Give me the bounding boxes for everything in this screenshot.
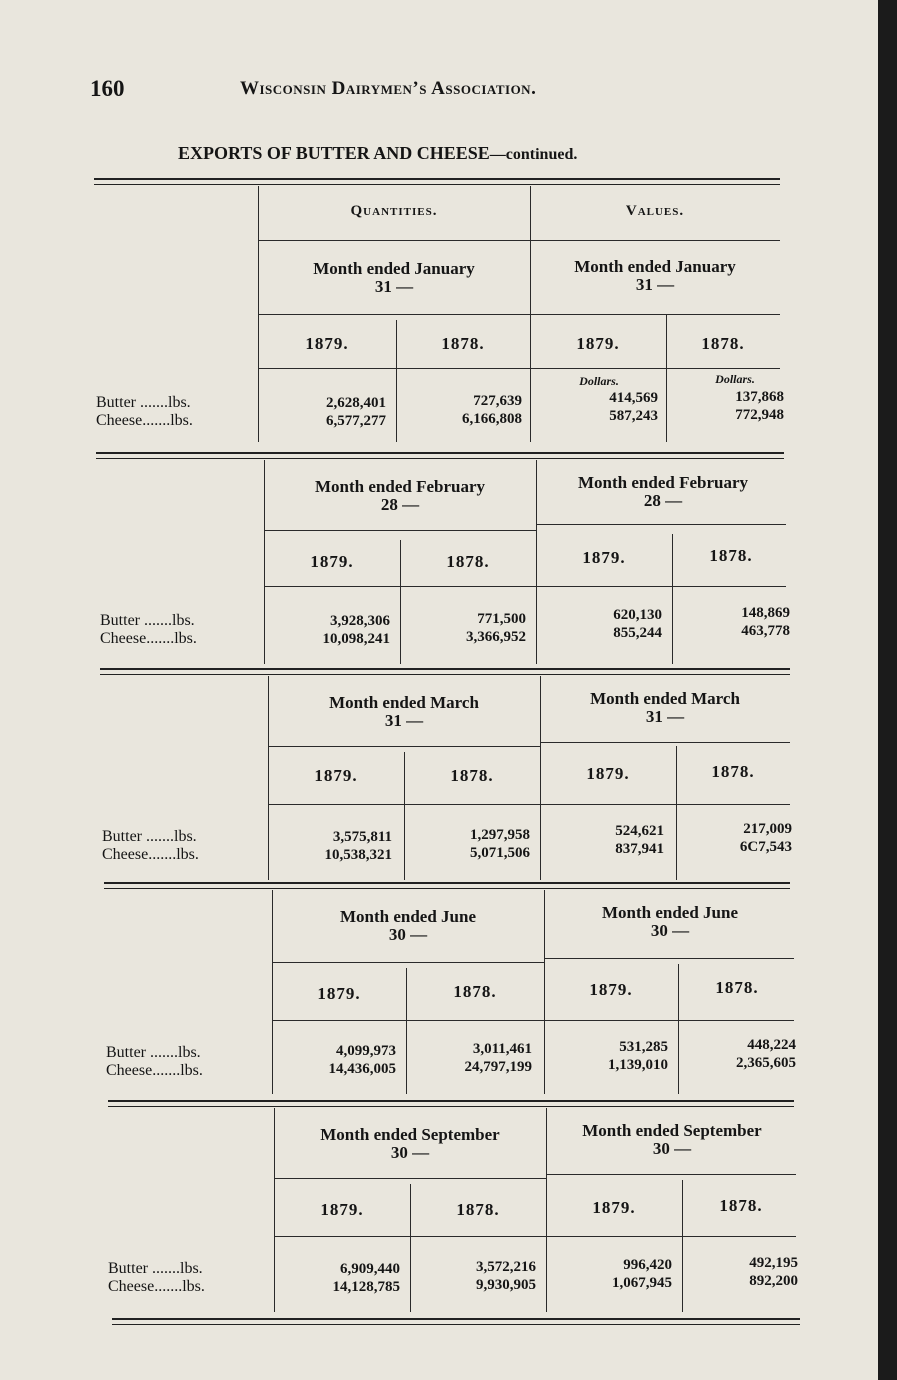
year-header: 1878.	[711, 762, 755, 781]
cell: 3,572,216	[476, 1259, 536, 1275]
section-rule	[96, 452, 784, 454]
year-header: 1879.	[317, 984, 361, 1003]
section-september	[108, 1108, 802, 1314]
cell: 14,436,005	[328, 1061, 396, 1077]
top-rule-thin	[94, 184, 780, 185]
cell: 148,869	[741, 605, 790, 621]
table-title	[178, 143, 577, 164]
cell: 855,244	[613, 625, 662, 641]
cell: 6,166,808	[462, 411, 522, 427]
row-label-butter: Butter .......lbs.	[96, 394, 191, 411]
row-label-butter: Butter .......lbs.	[100, 612, 195, 629]
year-header: 1878.	[450, 766, 494, 785]
page-edge-shadow	[878, 0, 897, 1380]
row-label-cheese: Cheese.......lbs.	[96, 412, 193, 429]
cell: 1,067,945	[612, 1275, 672, 1291]
section-rule-thin	[104, 888, 790, 889]
year-header: 1878.	[701, 334, 745, 353]
row-label-cheese: Cheese.......lbs.	[108, 1278, 205, 1295]
section-rule	[108, 1100, 794, 1102]
year-header: 1878.	[446, 552, 490, 571]
row-label-cheese: Cheese.......lbs.	[102, 846, 199, 863]
period-label-quantities: Month ended March 31 —	[329, 693, 479, 730]
title-main: EXPORTS OF BUTTER AND CHEESE	[178, 143, 490, 163]
period-label-quantities: Month ended January 31 —	[313, 259, 475, 296]
bottom-rule-thin	[112, 1324, 800, 1325]
cell: 14,128,785	[332, 1279, 400, 1295]
top-rule	[94, 178, 780, 180]
cell: 587,243	[609, 408, 658, 424]
section-june	[106, 890, 798, 1096]
year-header: 1879.	[589, 980, 633, 999]
year-header: 1879.	[310, 552, 354, 571]
year-header: 1878.	[441, 334, 485, 353]
values-header: Values.	[625, 203, 685, 219]
cell: 6C7,543	[739, 839, 792, 855]
period-label-values: Month ended June 30 —	[601, 903, 739, 940]
bottom-rule	[112, 1318, 800, 1320]
row-label-cheese: Cheese.......lbs.	[106, 1062, 203, 1079]
year-header: 1879.	[305, 334, 349, 353]
cell: 1,139,010	[608, 1057, 668, 1073]
period-label-values: Month ended February 28 —	[578, 473, 748, 510]
cell: 492,195	[749, 1255, 798, 1271]
cell: 4,099,973	[336, 1043, 396, 1059]
cell: 6,909,440	[340, 1261, 400, 1277]
section-march	[102, 676, 794, 882]
cell: 2,365,605	[736, 1055, 796, 1071]
section-february	[98, 460, 790, 666]
year-header: 1878.	[715, 978, 759, 997]
cell: 3,575,811	[332, 829, 392, 845]
cell: 2,628,401	[326, 395, 386, 411]
section-rule-thin	[100, 674, 790, 675]
quantities-header: Quantities.	[350, 203, 438, 219]
cell: 996,420	[623, 1257, 672, 1273]
title-suffix: —continued.	[489, 146, 578, 163]
cell: 727,639	[473, 393, 522, 409]
period-label-quantities: Month ended June 30 —	[339, 907, 477, 944]
cell: 1,297,958	[470, 827, 530, 843]
year-header: 1878.	[709, 546, 753, 565]
units-label: Dollars.	[579, 374, 619, 388]
cell: 24,797,199	[464, 1059, 532, 1075]
cell: 772,948	[735, 407, 784, 423]
period-label-values: Month ended March 31 —	[590, 689, 740, 726]
row-label-cheese: Cheese.......lbs.	[100, 630, 197, 647]
cell: 448,224	[747, 1037, 796, 1053]
row-label-butter: Butter .......lbs.	[106, 1044, 201, 1061]
cell: 5,071,506	[470, 845, 530, 861]
cell: 217,009	[743, 821, 792, 837]
cell: 3,928,306	[330, 613, 390, 629]
cell: 10,538,321	[324, 847, 392, 863]
row-label-butter: Butter .......lbs.	[102, 828, 197, 845]
section-january	[94, 186, 784, 442]
section-rule-thin	[108, 1106, 794, 1107]
year-header: 1879.	[592, 1198, 636, 1217]
cell: 414,569	[609, 390, 658, 406]
year-header: 1878.	[456, 1200, 500, 1219]
period-label-values: Month ended September 30 —	[582, 1121, 762, 1158]
year-header: 1878.	[453, 982, 497, 1001]
cell: 620,130	[613, 607, 662, 623]
year-header: 1878.	[719, 1196, 763, 1215]
cell: 137,868	[735, 389, 784, 405]
running-head: Wisconsin Dairymen’s Association.	[240, 78, 537, 99]
units-label: Dollars.	[715, 372, 755, 386]
cell: 531,285	[619, 1039, 668, 1055]
year-header: 1879.	[314, 766, 358, 785]
cell: 10,098,241	[322, 631, 390, 647]
cell: 771,500	[477, 611, 526, 627]
period-label-quantities: Month ended February 28 —	[315, 477, 485, 514]
cell: 6,577,277	[326, 413, 386, 429]
cell: 837,941	[615, 841, 664, 857]
cell: 463,778	[741, 623, 790, 639]
cell: 892,200	[749, 1273, 798, 1289]
cell: 3,011,461	[472, 1041, 532, 1057]
cell: 524,621	[615, 823, 664, 839]
section-rule	[100, 668, 790, 670]
year-header: 1879.	[576, 334, 620, 353]
year-header: 1879.	[582, 548, 626, 567]
period-label-quantities: Month ended September 30 —	[320, 1125, 500, 1162]
year-header: 1879.	[320, 1200, 364, 1219]
year-header: 1879.	[586, 764, 630, 783]
cell: 3,366,952	[466, 629, 526, 645]
page-header	[90, 76, 650, 106]
period-label-values: Month ended January 31 —	[574, 257, 736, 294]
row-label-butter: Butter .......lbs.	[108, 1260, 203, 1277]
section-rule-thin	[96, 458, 784, 459]
page-number: 160	[90, 76, 125, 101]
section-rule	[104, 882, 790, 884]
cell: 9,930,905	[476, 1277, 536, 1293]
